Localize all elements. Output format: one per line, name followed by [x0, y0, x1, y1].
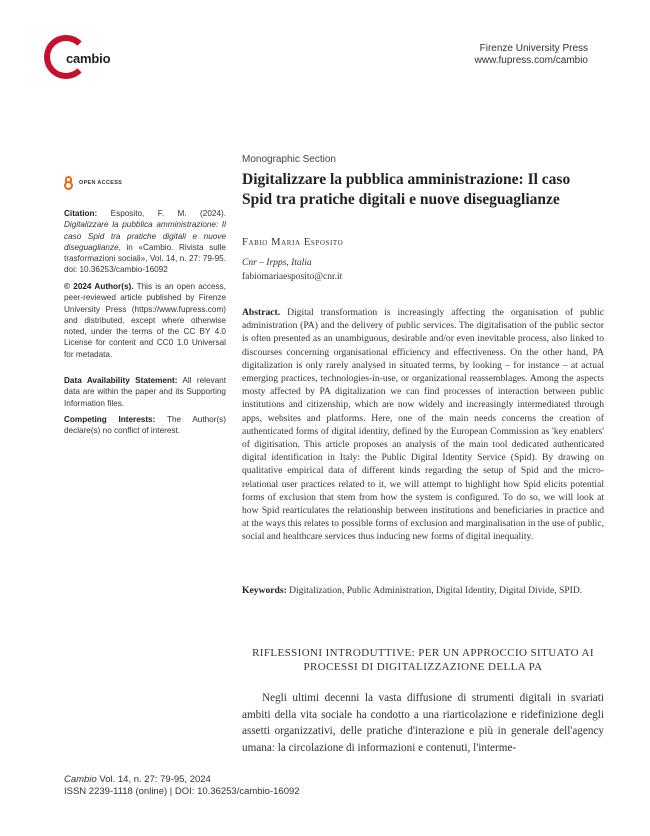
journal-logo [44, 35, 114, 83]
publisher-block [475, 43, 588, 67]
competing-interests-block [64, 414, 226, 437]
keywords-text: Digitalization, Public Administration, Digital Identity, Digital Divide, SPID. [289, 585, 583, 596]
article-title: Digitalizzare la pubblica amministrazione: Il caso Spid tra pratiche digitali e nuove diseguaglianze [242, 171, 571, 208]
data-availability-label: Data Availability Statement: [64, 376, 178, 385]
citation-prefix: Esposito, F. M. (2024). [110, 209, 227, 218]
open-access-icon [64, 176, 73, 190]
open-access-label: OPEN ACCESS [79, 180, 123, 186]
copyright-text: This is an open access, peer-reviewed article published by Firenze University Press (https://www.fupress.com) and distributed, except where otherwise noted, under the terms of the CC BY 4.0 License for content and CC0 1.0 Universal for metadata. [64, 282, 226, 359]
footer-volume: Vol. 14, n. 27: 79-95, 2024 [96, 774, 211, 785]
author-email[interactable]: fabiomariaesposito@cnr.it [242, 272, 343, 282]
data-availability-text: All relevant data are within the paper and its Supporting Information files. [64, 376, 226, 408]
abstract-text: Digital transformation is increasingly affecting the organisation of public administration (PA) and the delivery of public services. The digitalisation of the public sector is often presented as an unambiguous, desirable and/or even inevitable process, also linked to discourses concerning organisational efficiency and effectiveness. On the other hand, PA digitalization is only rarely analysed in situated terms, by looking – for instance – at actual emerging practices, technologies-in-use, or organizational reassemblages. Among the aspects mosty affected by PA digitalization we can find processes of interaction between public institutions and citizenship, which are now widely and increasingly intermediated through apps, websites and platforms. Here, one of the main needs concerns the creation of authenticated forms of digital identity, defined by the European Commission as 'key enablers' of digitisation. This article proposes an analysis of the main tool dedicated authenticated digital identification in Italy: the Public Digital Identity Service (Spid). By drawing on qualitative empirical data of different kinds regarding the setup of Spid and the micro-relational user practices related to it, we will attempt to highlight how Spid elicits potential forms of exclusion that stem from how the system is configured. To do so, we will look at how Spid rearticulates the relationship between institutions and beneficiaries in practice and at the ways this relates to possible forms of exclusion and marginalisation in the use of public, social and healthcare services thus inducing new forms of digital inequality. [242, 307, 604, 543]
citation-label: Citation: [64, 209, 98, 218]
open-access-badge [64, 176, 122, 190]
keywords [242, 584, 604, 597]
data-availability-block [64, 375, 226, 409]
body-paragraph: Negli ultimi decenni la vasta diffusione di strumenti digitali in svariati ambiti della vita sociale ha condotto a una riarticolazione e ridefinizione degli assetti organizzativi, delle pratiche d'interazione e più in generale dell'agency umana: la circolazione di informazioni e contenuti, l'interme- [242, 692, 604, 754]
copyright-block [64, 281, 226, 360]
author-name: Fabio Maria Esposito [242, 237, 344, 248]
section-label: Monographic Section [242, 154, 336, 165]
keywords-label: Keywords: [242, 585, 287, 596]
publisher-url[interactable]: www.fupress.com/cambio [474, 55, 588, 66]
copyright-label: © 2024 Author(s). [64, 282, 134, 291]
citation-block [64, 208, 226, 276]
author-affiliation: Cnr – Irpps, Italia [242, 258, 312, 268]
competing-interests-label: Competing Interests: [64, 415, 156, 424]
publisher-name: Firenze University Press [479, 43, 588, 54]
footer-journal: Cambio [64, 774, 97, 785]
competing-interests-text: The Author(s) declare(s) no conflict of interest. [64, 415, 226, 436]
footer-issn: ISSN 2239-1118 (online) | DOI: 10.36253/cambio-16092 [64, 786, 300, 797]
footer-journal-line [64, 774, 300, 786]
citation-suffix[interactable]: , in «Cambio. Rivista sulle trasformazioni sociali», Vol. 14, n. 27: 79-95. doi: 10.36253/cambio-16092 [64, 242, 226, 275]
logo-text: cambio [66, 51, 111, 66]
abstract-label: Abstract. [242, 307, 281, 318]
section-heading: RIFLESSIONI INTRODUTTIVE: PER UN APPROCCIO SITUATO AI PROCESSI DI DIGITALIZZAZIONE DELLA PA [252, 647, 594, 673]
citation-title: Digitalizzare la pubblica amministrazione: Il caso Spid tra pratiche digitali e nuove diseguaglianze [64, 220, 226, 252]
page-footer [64, 774, 300, 798]
abstract [242, 306, 604, 544]
